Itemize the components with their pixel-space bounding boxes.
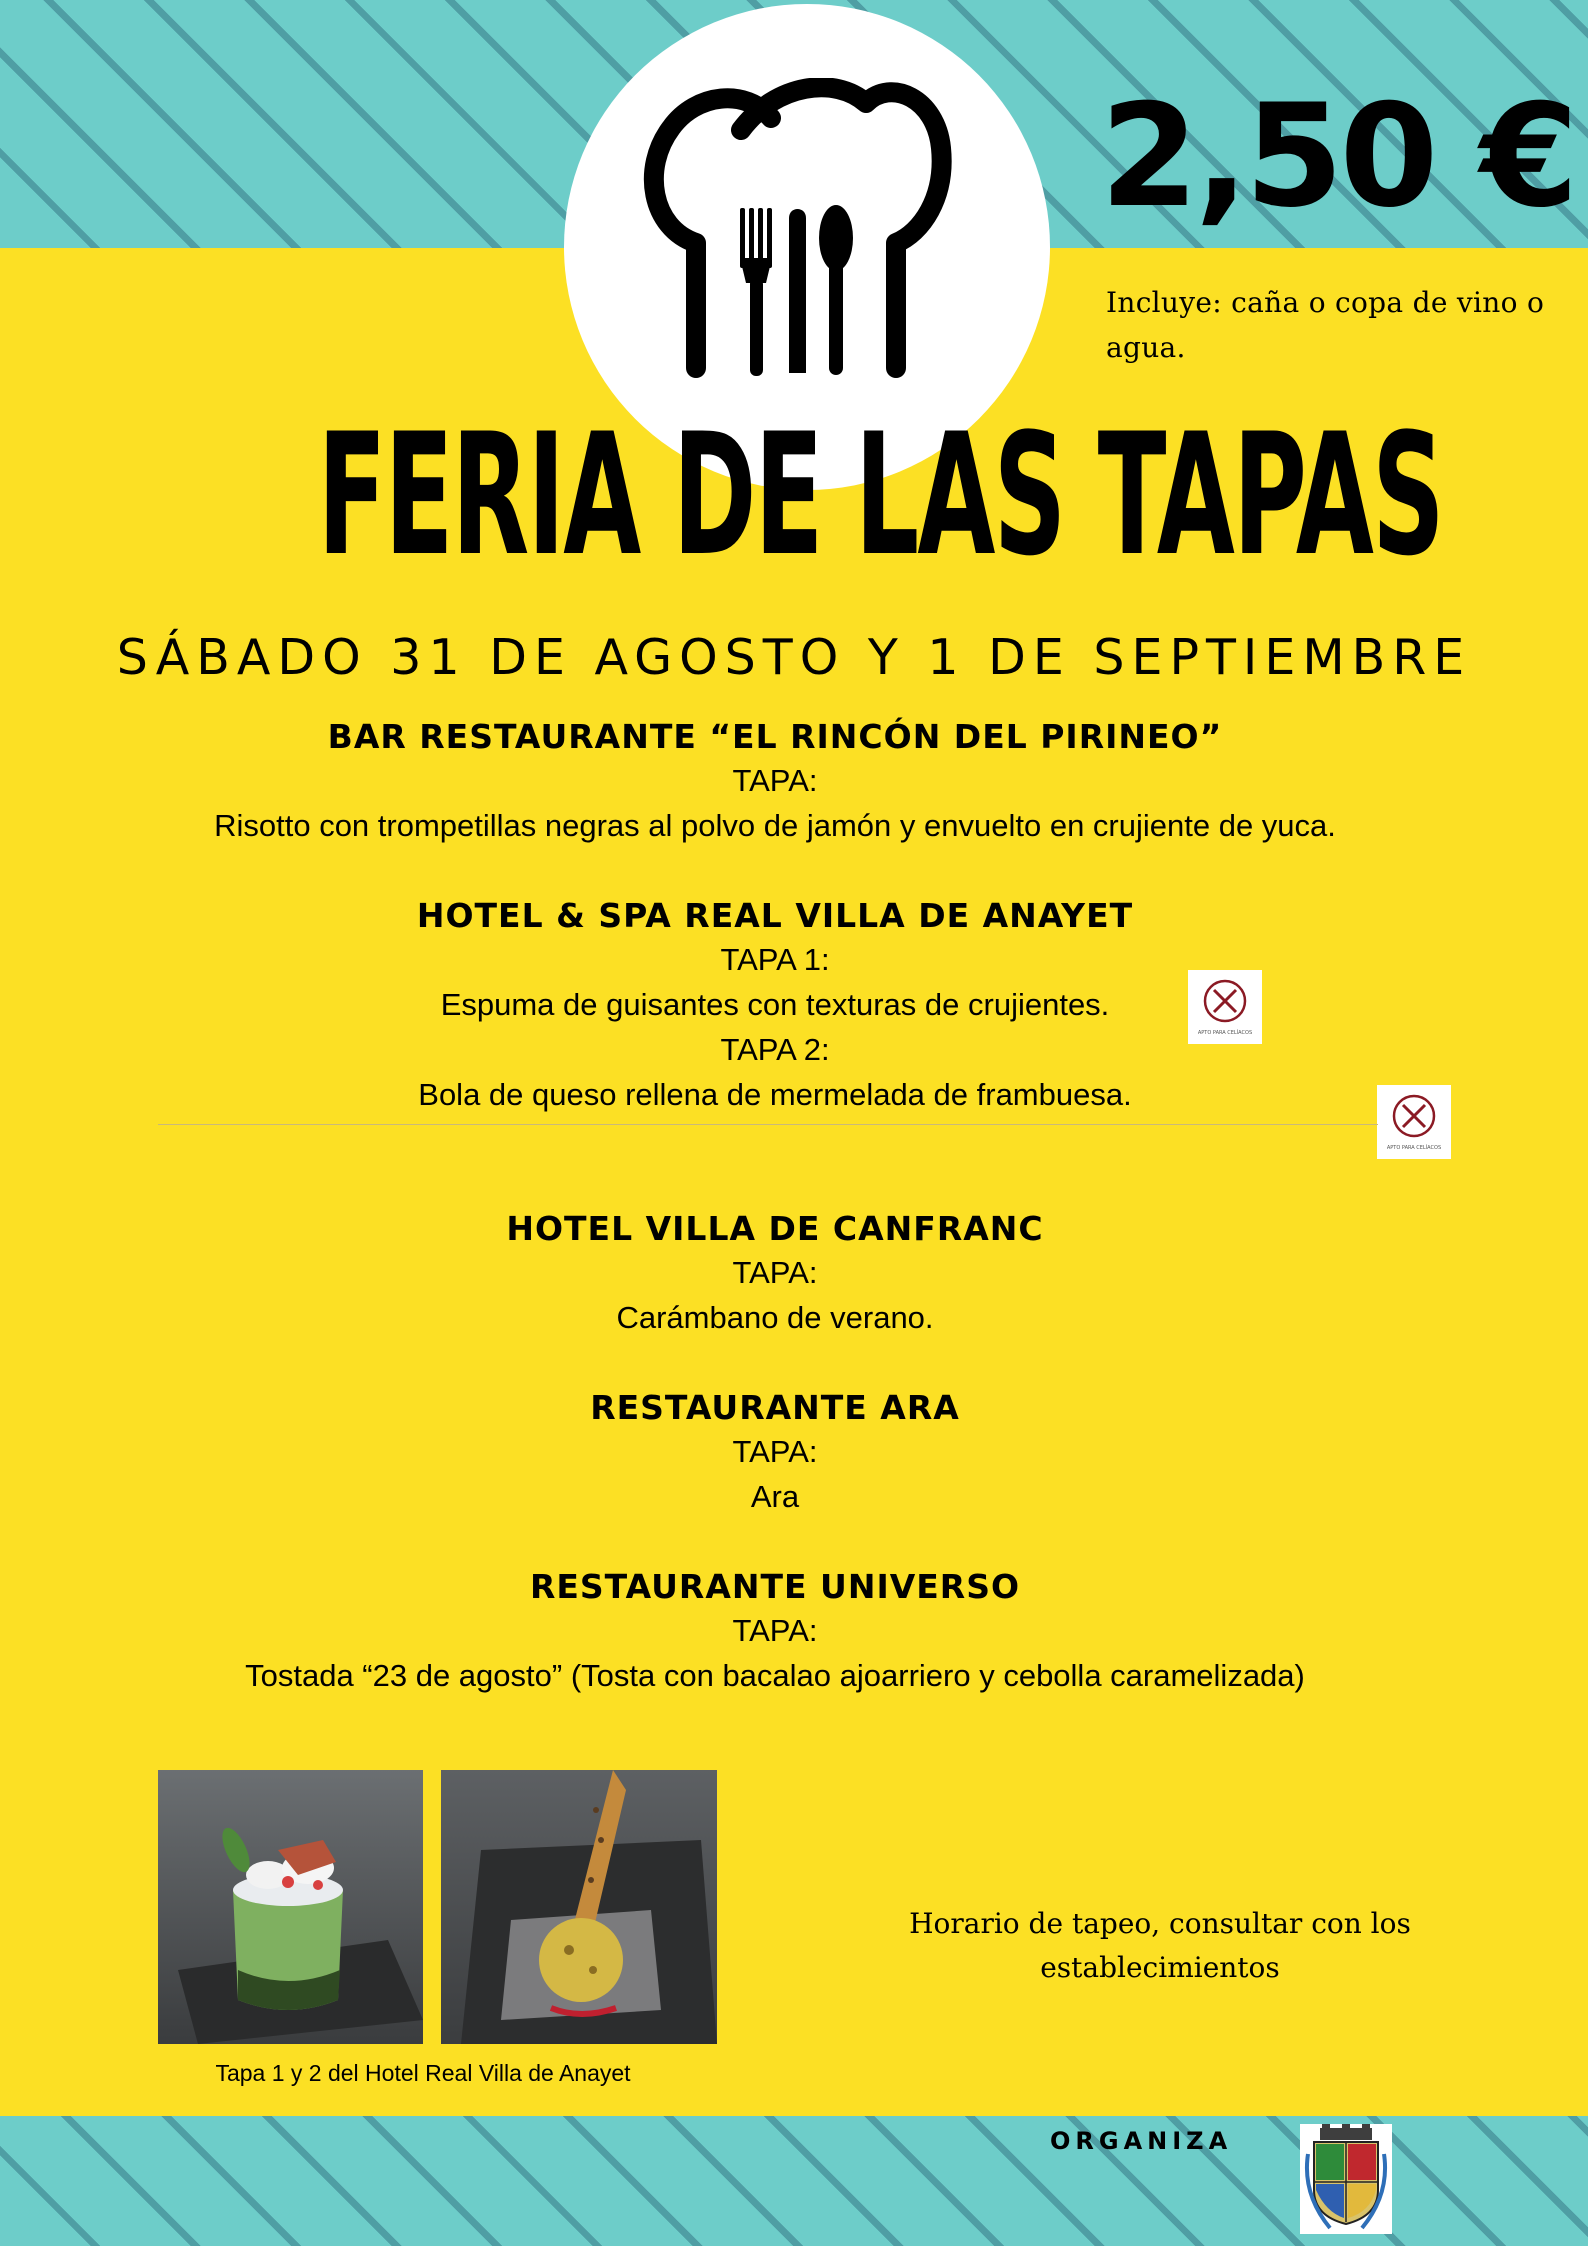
tapa-dish: Tostada “23 de agosto” (Tosta con bacalao ajoarriero y cebolla caramelizada) bbox=[245, 1658, 1305, 1693]
tapa-label: TAPA 1: bbox=[720, 942, 830, 977]
venue-name: RESTAURANTE ARA bbox=[590, 1388, 960, 1427]
badge-label: APTO PARA CELÍACOS bbox=[1386, 1145, 1442, 1151]
event-dates: SÁBADO 31 DE AGOSTO Y 1 DE SEPTIEMBRE bbox=[116, 629, 1472, 686]
venue-name: HOTEL & SPA REAL VILLA DE ANAYET bbox=[416, 896, 1134, 935]
price: 2,50 € bbox=[1100, 74, 1575, 239]
tapa-label: TAPA: bbox=[732, 763, 818, 798]
tapa-dish: Carámbano de verano. bbox=[616, 1300, 934, 1335]
tapa-dish: Ara bbox=[750, 1479, 800, 1514]
photo-caption: Tapa 1 y 2 del Hotel Real Villa de Anayet bbox=[215, 2060, 631, 2086]
event-title: FERIA DE LAS TAPAS bbox=[317, 397, 1443, 593]
venue-real-villa-de-anayet bbox=[0, 895, 1550, 1117]
tapa-label: TAPA: bbox=[732, 1613, 818, 1648]
venue-name: BAR RESTAURANTE “EL RINCÓN DEL PIRINEO” bbox=[327, 717, 1223, 756]
divider bbox=[158, 1124, 1378, 1125]
tapa-dish: Risotto con trompetillas negras al polvo de jamón y envuelto en crujiente de yuca. bbox=[214, 808, 1336, 843]
tapa-dish: Espuma de guisantes con texturas de crujientes. bbox=[440, 987, 1110, 1022]
badge-label: APTO PARA CELÍACOS bbox=[1197, 1030, 1253, 1036]
gluten-free-icon bbox=[1188, 970, 1262, 1044]
tapa-label: TAPA: bbox=[732, 1255, 818, 1290]
tapa-dish: Bola de queso rellena de mermelada de frambuesa. bbox=[418, 1077, 1132, 1112]
venue-name: HOTEL VILLA DE CANFRANC bbox=[506, 1209, 1044, 1248]
chef-hat-cutlery-icon bbox=[636, 78, 956, 378]
municipal-crest-icon bbox=[1300, 2124, 1392, 2234]
tapa-2-photo bbox=[441, 1770, 717, 2044]
venue-rincon-del-pirineo bbox=[0, 716, 1550, 848]
venue-name: RESTAURANTE UNIVERSO bbox=[529, 1567, 1021, 1606]
tapa-label: TAPA: bbox=[732, 1434, 818, 1469]
venue-restaurante-ara bbox=[0, 1387, 1550, 1519]
tapa-label: TAPA 2: bbox=[720, 1032, 830, 1067]
organizer-label: ORGANIZA bbox=[1050, 2127, 1233, 2155]
venue-villa-de-canfranc bbox=[0, 1208, 1550, 1340]
venue-restaurante-universo bbox=[0, 1566, 1550, 1698]
tapa-1-photo bbox=[158, 1770, 423, 2044]
opening-hours-note: Horario de tapeo, consultar con los establecimientos bbox=[909, 1907, 1411, 1984]
gluten-free-icon bbox=[1377, 1085, 1451, 1159]
price-includes-note: Incluye: caña o copa de vino o agua. bbox=[1106, 286, 1545, 364]
